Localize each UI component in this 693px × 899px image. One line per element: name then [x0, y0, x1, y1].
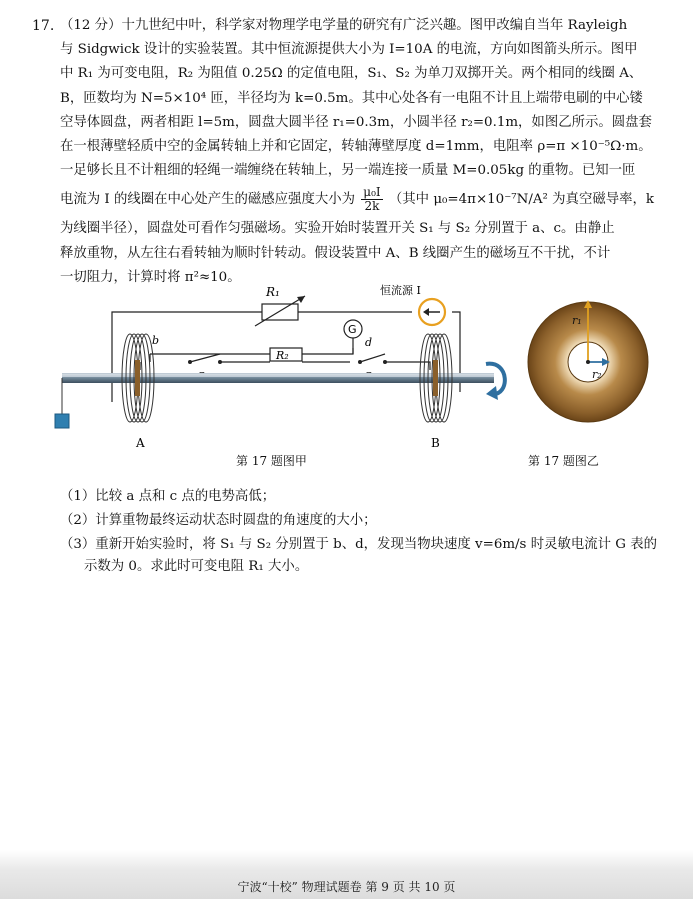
disk-cross-section — [528, 300, 648, 422]
caption-figure-a: 第 17 题图甲 — [236, 454, 307, 468]
r1-label: R₁ — [266, 285, 280, 299]
stem-line: 空导体圆盘，两者相距 l=5m，圆盘大圆半径 r₁=0.3m，小圆半径 r₂=0.1m，如图乙所示。圆盘套 — [60, 114, 652, 130]
coil-b-label: B — [431, 436, 440, 450]
stem-line: 一足够长且不计粗细的轻绳一端缠绕在转轴上，另一端连接一质量 M=0.05kg 的重物。已知一匝 — [60, 163, 636, 179]
stem-line: 为线圈半径），圆盘处可看作匀强磁场。实验开始时装置开关 S₁ 与 S₂ 分别置于 a、c。由静止 — [60, 221, 615, 237]
current-source-label: 恒流源 I — [380, 284, 421, 297]
sub-question-3-cont: 示数为 0。求此时可变电阻 R₁ 大小。 — [84, 559, 309, 574]
formula-fraction — [361, 186, 382, 213]
galvanometer-label: G — [348, 323, 357, 336]
stem-line: （12 分）十九世纪中叶，科学家对物理学电学量的研究有广泛兴趣。图甲改编自当年 Rayleigh — [60, 18, 628, 33]
question-stem — [60, 14, 656, 290]
r1-radius-label: r₁ — [572, 314, 582, 327]
disk-a — [135, 360, 140, 396]
caption-figure-b: 第 17 题图乙 — [528, 454, 599, 468]
formula-suffix: （其中 μ₀=4π×10⁻⁷N/A² 为真空磁导率，k — [388, 192, 655, 208]
r2-label: R₂ — [276, 349, 289, 362]
stem-line: B，匝数均为 N=5×10⁴ 匝，半径均为 k=0.5m。其中心处各有一电阻不计且上端带电刷的中心镂 — [60, 90, 643, 106]
sub-question-3: （3）重新开始实验时，将 S₁ 与 S₂ 分别置于 b、d，发现当物块速度 v=6m/s 时灵敏电流计 G 表的 — [60, 537, 658, 552]
experiment-figure — [40, 282, 660, 477]
stem-line: 释放重物，从左往右看转轴为顺时针转动。假设装置中 A、B 线圈产生的磁场互不干扰，不计 — [60, 245, 611, 261]
point-b-label: b — [152, 334, 160, 347]
formula-denominator: 2k — [364, 199, 380, 214]
coil-a-label: A — [136, 436, 145, 450]
hanging-weight — [55, 414, 69, 428]
stem-line: 与 Sidgwick 设计的实验装置。其中恒流源提供大小为 I=10A 的电流，方向如图箭头所示。图甲 — [60, 42, 638, 58]
question-number: 17. — [32, 18, 55, 34]
page-footer: 宁波“十校” 物理试题卷 第 9 页 共 10 页 — [237, 880, 456, 894]
formula-line — [60, 183, 656, 217]
formula-prefix: 电流为 I 的线圈在中心处产生的磁感应强度大小为 — [60, 192, 356, 208]
disk-b — [433, 360, 438, 396]
stem-line: 在一根薄壁轻质中空的金属转轴上并和它固定，转轴薄壁厚度 d=1mm，电阻率 ρ=π ×10⁻⁵Ω·m。 — [60, 139, 652, 155]
stem-line: 中 R₁ 为可变电阻，R₂ 为阻值 0.25Ω 的定值电阻，S₁、S₂ 为单刀双掷开关。两个相同的线圈 A、 — [60, 66, 643, 82]
sub-question-1: （1）比较 a 点和 c 点的电势高低； — [60, 489, 276, 504]
formula-numerator: μ₀I — [363, 185, 381, 200]
r1-resistor — [262, 304, 298, 320]
point-d-label: d — [365, 336, 373, 349]
sub-question-2: （2）计算重物最终运动状态时圆盘的角速度的大小； — [60, 513, 377, 528]
r2-radius-label: r₂ — [592, 368, 602, 381]
stem-line: 一切阻力，计算时将 π²≈10。 — [60, 269, 241, 285]
